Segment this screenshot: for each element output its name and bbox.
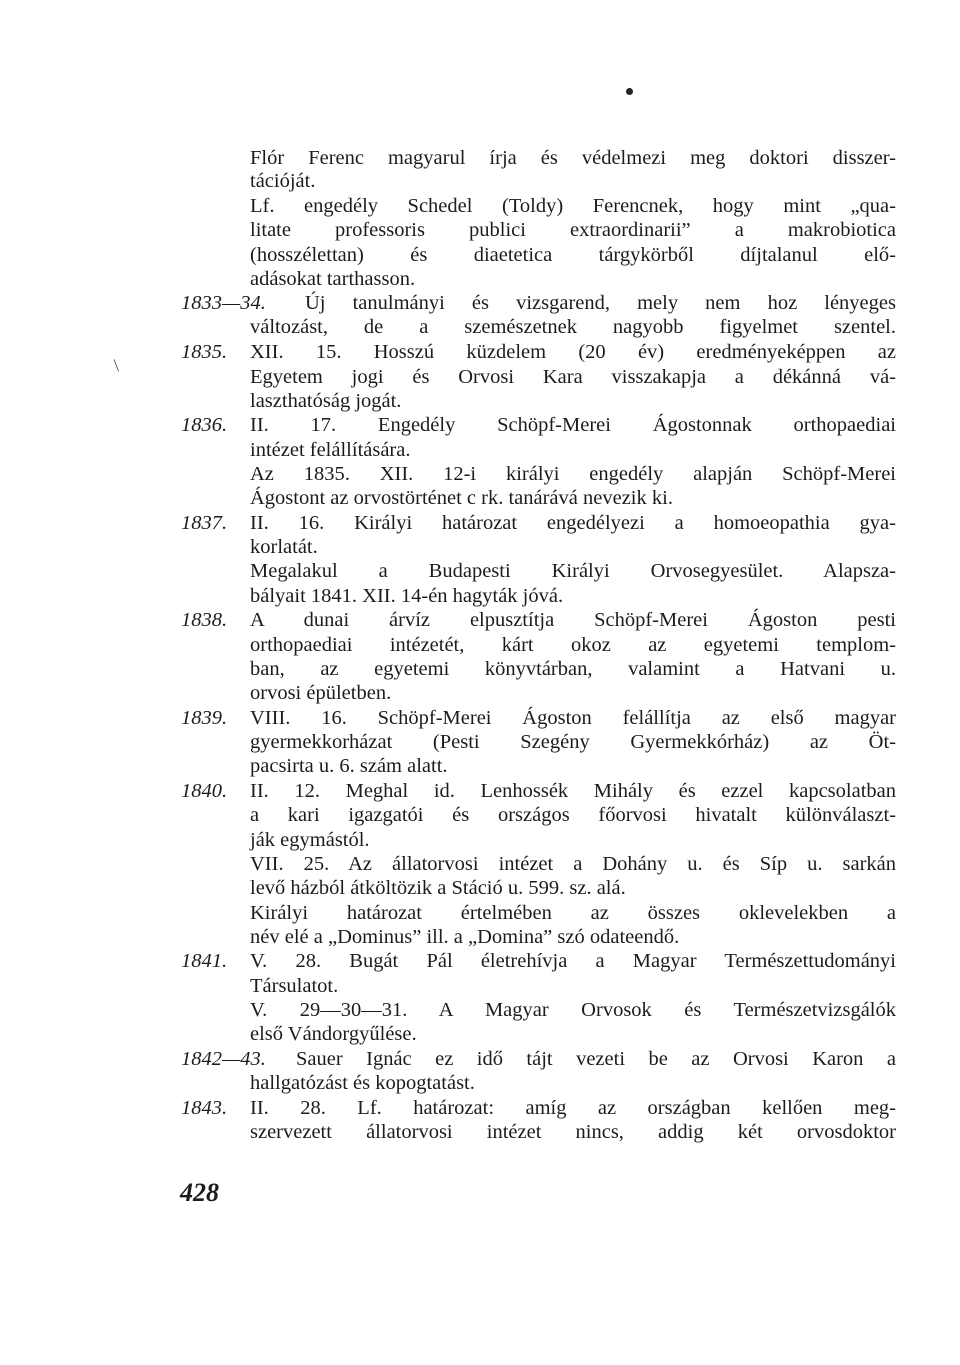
year-label: 1842—43. xyxy=(181,1048,266,1070)
text-line: Az 1835. XII. 12-i királyi engedély alapján Schöpf-Merei xyxy=(250,463,896,485)
text-line: első Vándorgyűlése. xyxy=(250,1023,417,1045)
year-label: 1839. xyxy=(181,707,228,729)
text-line: Sauer Ignác ez idő tájt vezeti be az Orvosi Karon a xyxy=(296,1048,896,1070)
text-line: laszthatóság jogát. xyxy=(250,390,402,412)
text-line: A dunai árvíz elpusztítja Schöpf-Merei Ágoston pesti xyxy=(250,609,896,631)
text-line: hallgatózást és kopogtatást. xyxy=(250,1072,475,1094)
text-line: Új tanulmányi és vizsgarend, mely nem hoz lényeges xyxy=(305,292,896,314)
year-label: 1836. xyxy=(181,414,228,436)
text-line: Megalakul a Budapesti Királyi Orvosegyesület. Alapsza- xyxy=(250,560,896,582)
year-label: 1840. xyxy=(181,780,228,802)
text-line: litate professoris publici extraordinarii” a makrobiotica xyxy=(250,219,896,241)
text-line: adásokat tarthasson. xyxy=(250,268,416,290)
text-line: a kari igazgatói és országos főorvosi hivatalt különválaszt- xyxy=(250,804,896,826)
text-line: VII. 25. Az állatorvosi intézet a Dohány u. és Síp u. sarkán xyxy=(250,853,896,875)
text-line: szervezett állatorvosi intézet nincs, addig két orvosdoktor xyxy=(250,1121,896,1143)
text-line: V. 29—30—31. A Magyar Orvosok és Természetvizsgálók xyxy=(250,999,896,1021)
text-line: Egyetem jogi és Orvosi Kara visszakapja a dékánná vá- xyxy=(250,366,896,388)
text-line: korlatát. xyxy=(250,536,318,558)
year-label: 1835. xyxy=(181,341,228,363)
text-line: orvosi épületben. xyxy=(250,682,392,704)
year-label: 1843. xyxy=(181,1097,228,1119)
text-line: levő házból átköltözik a Stáció u. 599. sz. alá. xyxy=(250,877,626,899)
text-line: II. 17. Engedély Schöpf-Merei Ágostonnak orthopaediai xyxy=(250,414,896,436)
text-line: Társulatot. xyxy=(250,975,339,997)
text-line: gyermekkorházat (Pesti Szegény Gyermekkórház) az Öt- xyxy=(250,731,896,753)
text-line: Ágostont az orvostörténet c rk. tanárává nevezik ki. xyxy=(250,487,673,509)
text-line: név elé a „Dominus” ill. a „Domina” szó odateendő. xyxy=(250,926,680,948)
text-line: intézet felállítására. xyxy=(250,439,411,461)
text-line: ják egymástól. xyxy=(250,829,370,851)
text-line: II. 12. Meghal id. Lenhossék Mihály és ezzel kapcsolatban xyxy=(250,780,896,802)
text-line: ban, az egyetemi könyvtárban, valamint a Hatvani u. xyxy=(250,658,896,680)
year-label: 1838. xyxy=(181,609,228,631)
text-line: változást, de a szemészetnek nagyobb figyelmet szentel. xyxy=(250,316,896,338)
year-label: 1833—34. xyxy=(181,292,266,314)
text-line: Flór Ferenc magyarul írja és védelmezi meg doktori disszer- xyxy=(250,147,896,169)
ink-dot-mark xyxy=(626,88,633,95)
text-line: VIII. 16. Schöpf-Merei Ágoston felállítja az első magyar xyxy=(250,707,896,729)
year-label: 1837. xyxy=(181,512,228,534)
text-line: Királyi határozat értelmében az összes oklevelekben a xyxy=(250,902,896,924)
margin-slash-mark: / xyxy=(107,355,125,375)
year-label: 1841. xyxy=(181,950,228,972)
text-line: II. 28. Lf. határozat: amíg az országban kellően meg- xyxy=(250,1097,896,1119)
text-line: II. 16. Királyi határozat engedélyezi a homoeopathia gya- xyxy=(250,512,896,534)
text-line: XII. 15. Hosszú küzdelem (20 év) eredményeképpen az xyxy=(250,341,896,363)
text-line: Lf. engedély Schedel (Toldy) Ferencnek, hogy mint „qua- xyxy=(250,195,896,217)
text-line: bályait 1841. XII. 14-én hagyták jóvá. xyxy=(250,585,564,607)
text-line: tációját. xyxy=(250,170,316,192)
text-line: pacsirta u. 6. szám alatt. xyxy=(250,755,448,777)
text-line: (hosszélettan) és diaetetica tárgykörből díjtalanul elő- xyxy=(250,244,896,266)
text-line: orthopaediai intézetét, kárt okoz az egyetemi templom- xyxy=(250,634,896,656)
page-number: 428 xyxy=(180,1178,219,1207)
text-line: V. 28. Bugát Pál életrehívja a Magyar Természettudományi xyxy=(250,950,896,972)
